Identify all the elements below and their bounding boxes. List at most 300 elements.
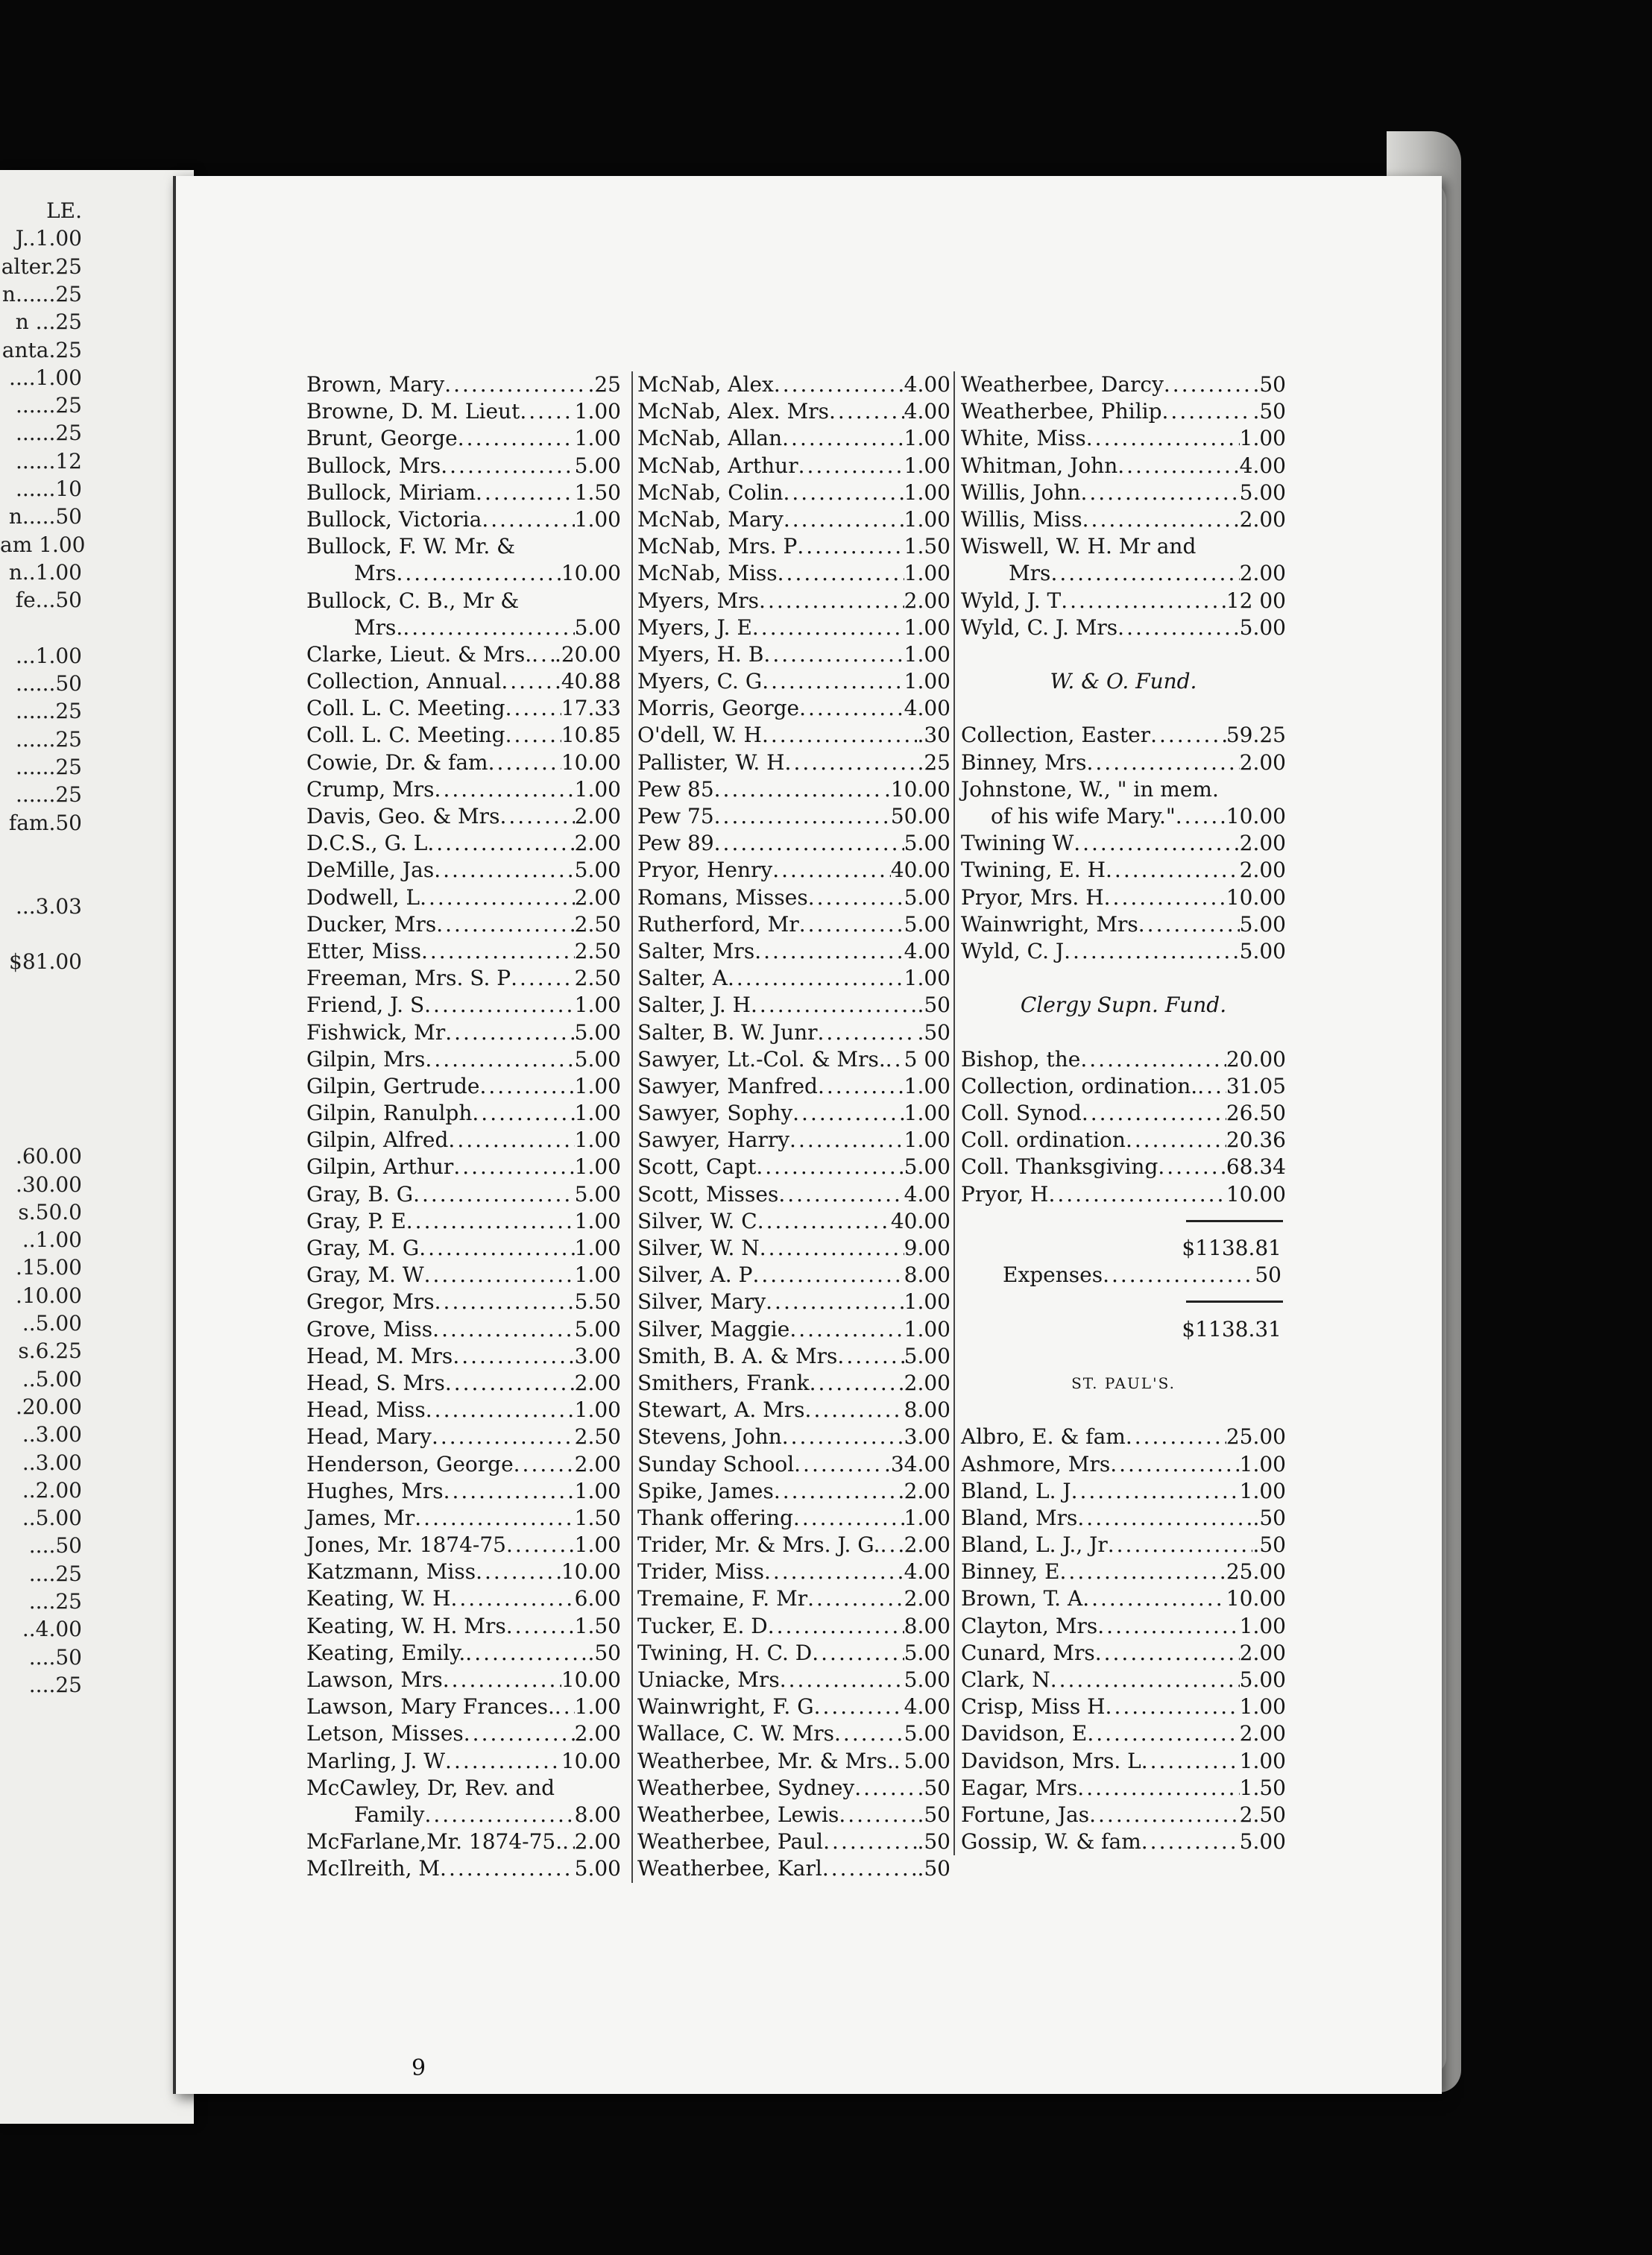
entry-row bbox=[637, 857, 950, 884]
entry-row bbox=[637, 1046, 950, 1073]
entry-name: Binney, Mrs bbox=[961, 749, 1087, 775]
facing-page-text: alter.25 bbox=[1, 254, 82, 279]
facing-page-text: ..5.00 bbox=[22, 1506, 82, 1531]
entry-row bbox=[306, 695, 621, 722]
entry-row bbox=[961, 453, 1286, 479]
entry-name: Silver, W. C bbox=[637, 1208, 757, 1233]
entry-row bbox=[637, 830, 950, 857]
entry-name: Collection, Annual bbox=[306, 669, 502, 694]
facing-page-text: ..4.00 bbox=[22, 1617, 82, 1642]
entry-name: Bullock, Victoria bbox=[306, 506, 482, 532]
entry-row bbox=[637, 722, 950, 749]
entry-row bbox=[637, 1451, 950, 1478]
entry-row bbox=[306, 1693, 621, 1720]
entry-amount: 2.00 bbox=[904, 1370, 950, 1395]
entry-amount: 1.00 bbox=[574, 1397, 621, 1423]
entry-amount: 5.00 bbox=[574, 453, 621, 478]
entry-row bbox=[961, 1127, 1286, 1154]
entry-name: Weatherbee, Sydney bbox=[637, 1775, 855, 1800]
entry-row bbox=[637, 533, 950, 560]
entry-row bbox=[637, 911, 950, 938]
entry-row bbox=[637, 425, 950, 452]
entry-amount: 3.00 bbox=[574, 1343, 621, 1368]
entry-row bbox=[306, 1316, 621, 1343]
entry-row bbox=[637, 1720, 950, 1747]
entry-amount: 40.00 bbox=[890, 1208, 950, 1233]
entry-name: Gray, M. G bbox=[306, 1236, 420, 1260]
entry-row bbox=[306, 1667, 621, 1693]
clergy-total: $1138.81 bbox=[1182, 1236, 1281, 1260]
column-3 bbox=[953, 371, 1286, 1855]
ledger-page bbox=[173, 176, 1442, 2094]
entry-row bbox=[306, 803, 621, 830]
entry-amount: 5.00 bbox=[904, 1667, 950, 1692]
entry-row bbox=[637, 1478, 950, 1505]
entry-row bbox=[961, 1424, 1286, 1450]
entry-row bbox=[637, 1370, 950, 1397]
entry-name: Gray, M. W bbox=[306, 1262, 424, 1288]
total-rule bbox=[961, 1208, 1286, 1235]
facing-page-text: fe...50 bbox=[15, 588, 82, 613]
entry-amount: 2.00 bbox=[574, 804, 621, 828]
entry-amount: 5.00 bbox=[574, 1181, 621, 1207]
entry-amount: 2.50 bbox=[574, 1424, 621, 1450]
entry-name: Sawyer, Sophy bbox=[637, 1101, 793, 1126]
entry-amount: .34.00 bbox=[883, 1451, 950, 1476]
entry-amount: 4.00 bbox=[904, 1559, 950, 1585]
wo-fund-entries bbox=[961, 722, 1286, 965]
entry-name: Smith, B. A. & Mrs bbox=[637, 1343, 838, 1368]
entry-row bbox=[961, 830, 1286, 857]
entry-row bbox=[637, 371, 950, 398]
entry-amount: 5.00 bbox=[574, 1046, 621, 1072]
entry-name: Silver, Maggie bbox=[637, 1316, 790, 1342]
entry-name: McNab, Alex bbox=[637, 372, 774, 397]
facing-page-text: ......25 bbox=[15, 726, 82, 752]
entry-name: Morris, George bbox=[637, 696, 800, 721]
entry-name: Bullock, Mrs bbox=[306, 453, 441, 478]
entry-amount: 1.00 bbox=[904, 1073, 950, 1098]
entry-amount: 20.36 bbox=[1226, 1128, 1286, 1153]
entry-amount: 5.00 bbox=[1239, 1829, 1286, 1855]
entry-row bbox=[637, 668, 950, 695]
entry-name: Tucker, E. D bbox=[637, 1613, 768, 1638]
net-total: $1138.31 bbox=[1182, 1316, 1281, 1342]
entry-name: Whitman, John bbox=[961, 453, 1118, 478]
entry-amount: 2.00 bbox=[1239, 1640, 1286, 1665]
entry-name: Scott, Misses bbox=[637, 1181, 779, 1207]
entry-amount: 2.00 bbox=[904, 1586, 950, 1611]
entry-amount: 5.00 bbox=[904, 1748, 950, 1773]
entry-name: Gilpin, Alfred bbox=[306, 1128, 449, 1153]
facing-page-text: ....50 bbox=[28, 1644, 82, 1670]
entry-amount: 1.00 bbox=[574, 1101, 621, 1126]
entry-row bbox=[306, 1505, 621, 1532]
entry-amount: 1.00 bbox=[904, 561, 950, 586]
entry-name: Lawson, Mary Frances. bbox=[306, 1694, 555, 1720]
entry-name: Freeman, Mrs. S. P bbox=[306, 966, 511, 991]
entry-row bbox=[637, 1532, 950, 1559]
entry-row bbox=[637, 479, 950, 506]
entry-name: Crump, Mrs bbox=[306, 776, 435, 802]
entry-name: Sawyer, Lt.-Col. & Mrs. bbox=[637, 1046, 886, 1072]
entry-name: Wallace, C. W. Mrs bbox=[637, 1721, 835, 1746]
entry-row bbox=[637, 965, 950, 992]
entry-row bbox=[637, 1397, 950, 1424]
entry-name: Myers, Mrs bbox=[637, 588, 760, 613]
expenses-label: Expenses bbox=[1003, 1262, 1103, 1288]
entry-name: Eagar, Mrs bbox=[961, 1775, 1078, 1800]
entry-row bbox=[637, 776, 950, 803]
entry-name: Fortune, Jas bbox=[961, 1802, 1090, 1827]
entry-row bbox=[961, 588, 1286, 614]
entry-row bbox=[306, 1720, 621, 1747]
entry-amount: .50 bbox=[917, 1856, 950, 1881]
entry-row bbox=[306, 1370, 621, 1397]
entry-row bbox=[637, 695, 950, 722]
entry-row bbox=[306, 371, 621, 398]
entry-name: Gilpin, Arthur bbox=[306, 1154, 454, 1180]
entry-name: Brunt, George bbox=[306, 426, 458, 451]
entry-row bbox=[306, 1585, 621, 1612]
entry-name: Browne, D. M. Lieut bbox=[306, 399, 520, 424]
entry-row bbox=[306, 614, 621, 641]
entry-amount: 1.00 bbox=[1239, 426, 1286, 451]
expenses-amount: 50 bbox=[1255, 1262, 1281, 1288]
entry-name: Gray, P. E bbox=[306, 1208, 406, 1233]
entry-name: Brown, Mary bbox=[306, 372, 445, 397]
entry-name: Pew 75 bbox=[637, 804, 714, 828]
entry-name: Lawson, Mrs bbox=[306, 1667, 443, 1692]
entry-row bbox=[961, 1720, 1286, 1747]
entry-name: Coll. ordination bbox=[961, 1128, 1126, 1153]
entry-name: Cowie, Dr. & fam bbox=[306, 749, 488, 775]
entry-row bbox=[961, 1073, 1286, 1100]
entry-amount: .20.00 bbox=[554, 641, 621, 667]
entry-amount: 4.00 bbox=[904, 938, 950, 963]
entry-row bbox=[306, 560, 621, 587]
entry-amount: 50.00 bbox=[890, 804, 950, 828]
entry-amount: .25 bbox=[587, 372, 621, 397]
entry-row bbox=[637, 1775, 950, 1802]
entry-name: Tremaine, F. Mr bbox=[637, 1586, 808, 1611]
entry-row bbox=[306, 1289, 621, 1315]
facing-page-text: ...3.03 bbox=[15, 893, 82, 919]
st-pauls-heading: ST. PAUL'S. bbox=[1071, 1374, 1176, 1392]
entry-row bbox=[306, 533, 621, 560]
entry-amount: 10.00 bbox=[1226, 1181, 1286, 1207]
entry-name: Wyld, C. J. Mrs bbox=[961, 614, 1118, 640]
entry-row bbox=[637, 506, 950, 533]
facing-page-text: ......25 bbox=[15, 421, 82, 446]
entry-row bbox=[637, 641, 950, 668]
entry-amount: 5.00 bbox=[1239, 938, 1286, 963]
entry-amount: 2.00 bbox=[574, 884, 621, 910]
entry-row bbox=[637, 1748, 950, 1775]
entry-amount: 1.00 bbox=[1239, 1478, 1286, 1503]
entry-amount: 1.00 bbox=[904, 426, 950, 451]
entry-amount: 2.50 bbox=[574, 938, 621, 963]
entry-amount: 1.00 bbox=[904, 1316, 950, 1342]
entry-row bbox=[637, 1855, 950, 1882]
entry-row bbox=[961, 1667, 1286, 1693]
facing-page-text: LE. bbox=[46, 198, 82, 223]
entry-row bbox=[961, 1640, 1286, 1667]
entry-amount: .40.88 bbox=[554, 669, 621, 694]
entry-name: Myers, J. E bbox=[637, 614, 752, 640]
entry-name: James, Mr bbox=[306, 1505, 415, 1530]
entry-name: Collection, Easter bbox=[961, 723, 1151, 748]
entry-amount: 10.00 bbox=[561, 1748, 621, 1773]
entry-name: Head, S. Mrs bbox=[306, 1370, 445, 1395]
entry-amount: 2.50 bbox=[574, 911, 621, 937]
entry-name: Dodwell, L bbox=[306, 884, 420, 910]
entry-name: Thank offering bbox=[637, 1505, 793, 1530]
entry-amount: 1.00 bbox=[904, 506, 950, 532]
entry-amount: 1.00 bbox=[904, 641, 950, 667]
entry-name: Jones, Mr. 1874-75 bbox=[306, 1532, 506, 1558]
entry-amount: 10.00 bbox=[1226, 1586, 1286, 1611]
entry-name: Clayton, Mrs bbox=[961, 1613, 1098, 1638]
entry-name: DeMille, Jas bbox=[306, 858, 435, 883]
entry-amount: 4.00 bbox=[904, 1181, 950, 1207]
entry-row bbox=[306, 641, 621, 668]
entry-amount: 2.00 bbox=[1239, 749, 1286, 775]
entry-row bbox=[637, 1585, 950, 1612]
facing-page-text: ......25 bbox=[15, 699, 82, 724]
entry-row bbox=[637, 1613, 950, 1640]
entry-row bbox=[306, 1019, 621, 1046]
entry-row bbox=[306, 1775, 621, 1802]
entry-amount: 3.00 bbox=[904, 1424, 950, 1450]
entry-name: Willis, John bbox=[961, 479, 1081, 505]
entry-name: Coll. Thanksgiving bbox=[961, 1154, 1158, 1180]
entry-amount: 5.00 bbox=[574, 858, 621, 883]
facing-page-text: ....50 bbox=[28, 1533, 82, 1559]
entry-amount: 5.00 bbox=[904, 1640, 950, 1665]
facing-page-text: ......10 bbox=[15, 477, 82, 501]
entry-name: Head, Miss bbox=[306, 1397, 426, 1423]
entry-row bbox=[637, 1316, 950, 1343]
entry-amount: 1.50 bbox=[574, 1505, 621, 1530]
clergy-fund-heading: Clergy Supn. Fund. bbox=[1020, 993, 1227, 1018]
facing-page-text: .30.00 bbox=[15, 1171, 82, 1197]
entry-amount: 31.05 bbox=[1226, 1073, 1286, 1098]
entry-name: McCawley, Dr, Rev. and bbox=[306, 1775, 555, 1800]
entry-row bbox=[306, 1559, 621, 1585]
entry-amount: 1.00 bbox=[574, 1532, 621, 1558]
entry-amount: 2.50 bbox=[1239, 1802, 1286, 1827]
entry-amount: .30 bbox=[917, 723, 950, 748]
entry-row bbox=[637, 884, 950, 911]
facing-page-text: ....25 bbox=[28, 1589, 82, 1614]
facing-page-text: ....25 bbox=[28, 1672, 82, 1697]
entry-row bbox=[637, 1208, 950, 1235]
entry-name: Myers, H. B bbox=[637, 641, 764, 667]
facing-page-text: n.....50 bbox=[8, 504, 82, 529]
entry-name: Clarke, Lieut. & Mrs. bbox=[306, 641, 532, 667]
entry-row bbox=[637, 560, 950, 587]
facing-page-text: s.50.0 bbox=[18, 1199, 82, 1224]
entry-row bbox=[637, 938, 950, 965]
entry-name: Pallister, W. H bbox=[637, 749, 785, 775]
entry-row bbox=[961, 1532, 1286, 1559]
entry-amount: 8.00 bbox=[574, 1802, 621, 1827]
facing-page-text: ......50 bbox=[15, 671, 82, 696]
entry-amount: 5.00 bbox=[904, 1721, 950, 1746]
entry-name: Wiswell, W. H. Mr and bbox=[961, 534, 1197, 559]
entry-name: White, Miss bbox=[961, 426, 1086, 451]
entry-name: Scott, Capt bbox=[637, 1154, 757, 1180]
entry-amount: 10.00 bbox=[561, 561, 621, 586]
facing-page-text: am 1.00 bbox=[0, 532, 86, 557]
entry-amount: 5.00 bbox=[904, 831, 950, 856]
entry-name: Friend, J. S bbox=[306, 993, 425, 1018]
entry-name: Trider, Miss bbox=[637, 1559, 764, 1585]
entry-row bbox=[637, 1019, 950, 1046]
entry-name: Gilpin, Mrs bbox=[306, 1046, 426, 1072]
entry-name: Mrs bbox=[1009, 561, 1051, 586]
entry-row bbox=[637, 1693, 950, 1720]
entry-name: Sawyer, Harry bbox=[637, 1128, 790, 1153]
facing-page-text: ......12 bbox=[15, 448, 82, 474]
entry-amount: .50 bbox=[1252, 1505, 1286, 1530]
facing-page-text: n......25 bbox=[1, 281, 82, 306]
entry-name: Willis, Miss bbox=[961, 506, 1082, 532]
entry-amount: 1.00 bbox=[574, 506, 621, 532]
entry-name: Silver, A. P bbox=[637, 1262, 753, 1288]
entry-amount: 1.00 bbox=[904, 479, 950, 505]
clergy-fund-entries bbox=[961, 1046, 1286, 1208]
entry-row bbox=[961, 1775, 1286, 1802]
entry-name: Weatherbee, Philip bbox=[961, 399, 1162, 424]
entry-row bbox=[637, 749, 950, 776]
entry-row bbox=[306, 1154, 621, 1180]
entry-row bbox=[306, 453, 621, 479]
entry-row bbox=[961, 911, 1286, 938]
entry-amount: 10.00 bbox=[561, 1559, 621, 1585]
entry-amount: 2.00 bbox=[1239, 1721, 1286, 1746]
entry-name: Twining, H. C. D bbox=[637, 1640, 813, 1665]
entry-amount: 2.50 bbox=[574, 966, 621, 991]
entry-name: Etter, Miss bbox=[306, 938, 421, 963]
entry-row bbox=[637, 1073, 950, 1100]
entry-amount: 2.00 bbox=[904, 1478, 950, 1503]
entry-name: Brown, T. A bbox=[961, 1586, 1083, 1611]
facing-page-text: ......25 bbox=[15, 393, 82, 418]
entry-amount: .50 bbox=[917, 1829, 950, 1855]
entry-amount: 1.00 bbox=[904, 614, 950, 640]
entry-amount: 4.00 bbox=[904, 399, 950, 424]
st-pauls-entries bbox=[961, 1424, 1286, 1855]
entry-row bbox=[306, 1613, 621, 1640]
entry-name: Rutherford, Mr bbox=[637, 911, 799, 937]
entry-row bbox=[961, 398, 1286, 425]
entry-row bbox=[961, 803, 1286, 830]
entry-name: Keating, W. H. Mrs bbox=[306, 1613, 506, 1638]
entry-amount: 2.00 bbox=[574, 1370, 621, 1395]
entry-row bbox=[306, 1532, 621, 1559]
facing-page-text: ..1.00 bbox=[22, 1227, 82, 1253]
entry-row bbox=[306, 1046, 621, 1073]
facing-page-text: .20.00 bbox=[15, 1394, 82, 1419]
entry-amount: 5.00 bbox=[1239, 479, 1286, 505]
entry-amount: 1.50 bbox=[574, 479, 621, 505]
entry-row bbox=[961, 1748, 1286, 1775]
entry-name: Weatherbee, Mr. & Mrs. bbox=[637, 1748, 894, 1773]
entry-row bbox=[637, 803, 950, 830]
entry-name: McIlreith, M bbox=[306, 1856, 441, 1881]
entry-row bbox=[637, 1343, 950, 1370]
entry-amount: 25.00 bbox=[1226, 1424, 1286, 1450]
entry-amount: 4.00 bbox=[904, 372, 950, 397]
entry-row bbox=[961, 1828, 1286, 1855]
entry-row bbox=[637, 588, 950, 614]
entry-name: Keating, Emily. bbox=[306, 1640, 466, 1665]
entry-amount: 2.00 bbox=[1239, 506, 1286, 532]
entry-name: Keating, W. H bbox=[306, 1586, 451, 1611]
entry-amount: 26.50 bbox=[1226, 1101, 1286, 1126]
entry-amount: 5.00 bbox=[904, 1343, 950, 1368]
entry-amount: 5.00 bbox=[904, 911, 950, 937]
entry-amount: 2.00 bbox=[904, 1532, 950, 1558]
entry-row bbox=[637, 398, 950, 425]
entry-row bbox=[306, 425, 621, 452]
entry-amount: .50 bbox=[1252, 1532, 1286, 1558]
facing-page-text: s.6.25 bbox=[18, 1339, 82, 1364]
entry-amount: 20.00 bbox=[1226, 1046, 1286, 1072]
entry-amount: 1.00 bbox=[574, 1154, 621, 1180]
facing-page-text: fam.50 bbox=[8, 810, 82, 835]
entry-amount: 8.00 bbox=[904, 1397, 950, 1423]
entry-row bbox=[961, 776, 1286, 803]
entry-amount: .10.00 bbox=[1219, 804, 1286, 828]
entry-row bbox=[306, 1640, 621, 1667]
entry-amount: 59.25 bbox=[1226, 723, 1286, 748]
entry-amount: 1.00 bbox=[904, 669, 950, 694]
entry-name: Letson, Misses bbox=[306, 1721, 464, 1746]
entry-amount: 2.00 bbox=[574, 1721, 621, 1746]
entry-amount: 1.00 bbox=[574, 1128, 621, 1153]
entry-row bbox=[306, 776, 621, 803]
facing-page-text: ......25 bbox=[15, 782, 82, 808]
entry-amount: 1.00 bbox=[904, 1289, 950, 1315]
entry-name: Coll. L. C. Meeting bbox=[306, 696, 505, 721]
facing-page-text: $81.00 bbox=[9, 949, 82, 975]
facing-page-text: .60.00 bbox=[15, 1144, 82, 1169]
entry-amount: 4.00 bbox=[904, 696, 950, 721]
entry-amount: 25.00 bbox=[1226, 1559, 1286, 1585]
entry-amount: 2.00 bbox=[574, 1829, 621, 1855]
entry-amount: .50 bbox=[587, 1640, 621, 1665]
facing-page-text: J..1.00 bbox=[15, 226, 82, 251]
page-number: 9 bbox=[412, 2055, 426, 2081]
entry-amount: 2.00 bbox=[574, 831, 621, 856]
entry-name: McNab, Mary bbox=[637, 506, 784, 532]
entry-name: Binney, E bbox=[961, 1559, 1060, 1585]
entry-name: Romans, Misses bbox=[637, 884, 808, 910]
entry-row bbox=[637, 1828, 950, 1855]
entry-amount: 68.34 bbox=[1226, 1154, 1286, 1180]
entry-amount: 1.00 bbox=[574, 1236, 621, 1260]
entry-name: Grove, Miss bbox=[306, 1316, 433, 1342]
entry-row bbox=[961, 749, 1286, 776]
entry-amount: 2.00 bbox=[1239, 858, 1286, 883]
entry-amount: .50 bbox=[917, 993, 950, 1018]
entry-amount: 8.00 bbox=[904, 1262, 950, 1288]
entry-name: Head, M. Mrs bbox=[306, 1343, 453, 1368]
entry-row bbox=[306, 1127, 621, 1154]
